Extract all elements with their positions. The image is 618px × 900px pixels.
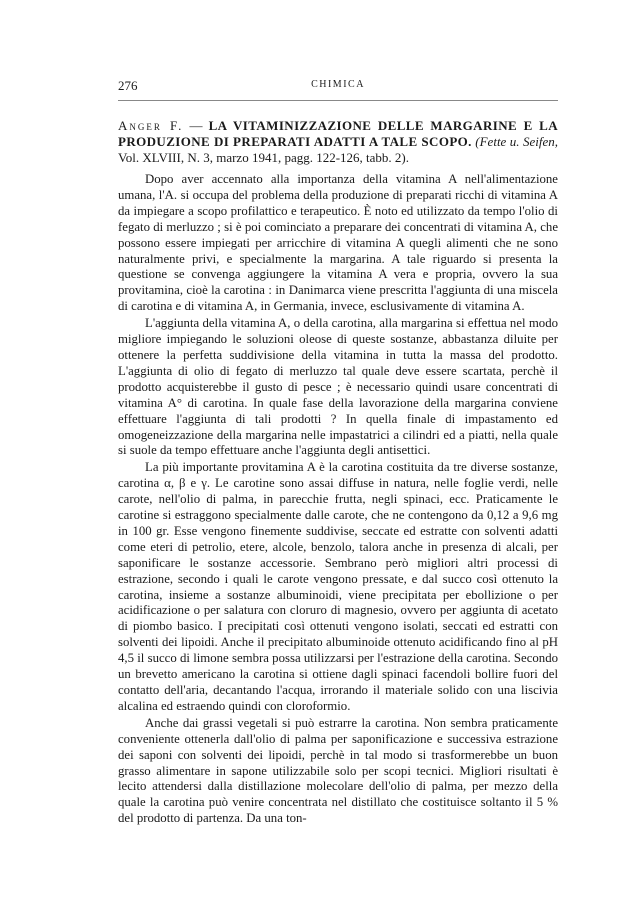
citation-journal: (Fette u. Seifen, (471, 134, 558, 149)
body-paragraph-2: L'aggiunta della vitamina A, o della carotina, alla margarina si effettua nel modo migliore impiegando le soluzioni oleose di queste sostanze, abbastanza diluite per ottenere la perfetta suddivisione della vitamina in tutta la massa del prodotto. L'aggiunta di olio di fegato di merluzzo tal quale deve essere scartata, perchè il prodotto acquisterebbe il gusto di pesce ; è necessario quindi usare concentrati di vitamina A° di carotina. In quale fase della lavorazione della margarina conviene effettuare l'aggiunta di tali prodotti ? In quella finale di impastamento ed omogeneizzazione della margarina nelle impastatrici a cilindri ed a piatti, nella quale si suole da tempo effettuare anche l'aggiunta degli antisettici. (118, 316, 558, 458)
article-body (118, 172, 558, 828)
running-head (118, 78, 558, 98)
page-number: 276 (118, 78, 138, 93)
body-paragraph-4: Anche dai grassi vegetali si può estrarre la carotina. Non sembra praticamente conveniente ottenerla dall'olio di palma per saponificazione e successiva estrazione dei saponi con solventi dei lipoidi, perchè in tal modo si trasformerebbe un buon grasso alimentare in sapone utilizzabile solo per scopi tecnici. Migliori risultati è lecito attendersi dalla distillazione molecolare dell'olio di palma, per mezzo della quale la carotina può venire concentrata nel distillato che costituisce soltanto il 5 % del prodotto di partenza. Da una ton- (118, 715, 558, 826)
header-rule (118, 100, 558, 101)
body-paragraph-3: La più importante provitamina A è la carotina costituita da tre diverse sostanze, carotina α, β e γ. Le carotine sono assai diffuse in natura, nelle foglie verdi, nelle carote, nell'olio di palma, in parecchie frutta, negli spinaci, ecc. Praticamente le carotine si estraggono specialmente dalle carote, che ne contengono da 0,12 a 9,6 mg in 100 gr. Esse vengono finemente suddivise, seccate ed estratte con solventi adatti come eteri di petrolio, etere, alcole, benzolo, talora anche in presenza di alcali, per saponificare le sostanze accessorie. Sembrano però migliori altri processi di estrazione, secondo i quali le carote vengono pressate, e dal succo così ottenuto la carotina, insieme a sostanze albuminoidi, viene precipitata per ebollizione o per acidificazione o per salatura con cloruro di magnesio, ovvero per aggiunta di acetato di piombo basico. I precipitati così ottenuti vengono isolati, seccati ed estratti con solventi dei lipoidi. Anche il precipitato albuminoide ottenuto acidificando fino al pH 4,5 il succo di limone sembra possa utilizzarsi per l'estrazione della carotina. Secondo un brevetto americano la carotina si ottiene dagli spinaci facendoli bollire fuori del contatto dell'aria, decantando l'acqua, irrorando il materiale solido con una liscivia alcalina ed estraendo quindi con cloroformio. (118, 460, 558, 713)
body-paragraph-1: Dopo aver accennato alla importanza della vitamina A nell'alimentazione umana, l'A. si occupa del problema della produzione di preparati ricchi di vitamina A da impiegare a scopo profilattico e terapeutico. È noto ed utilizzato da tempo l'olio di fegato di merluzzo ; si è poi cominciato a preparare dei concentrati di vitamina A, che possono essere impiegati per arricchire di vitamina A quegli alimenti che ne sono naturalmente privi, e specialmente la margarina. A tale riguardo si presenta la questione se convenga aggiungere la vitamina A vera e propria, ovvero la sua provitamina, cioè la carotina : in Danimarca viene prescritta l'aggiunta di una miscela di carotina e di vitamina A, in Germania, invece, esclusivamente di vitamina A. (118, 172, 558, 314)
citation-title: LA VITAMINIZZAZIONE DELLE MARGARINE E LA PRODUZIONE DI PREPARATI ADATTI A TALE SCOPO. (118, 118, 558, 149)
citation-author: Anger F. (118, 118, 184, 133)
citation-dash: — (183, 118, 209, 133)
citation-details: Vol. XLVIII, N. 3, marzo 1941, pagg. 122-126, tabb. 2). (118, 150, 410, 165)
article-citation (118, 118, 558, 166)
running-title: CHIMICA (311, 79, 365, 90)
